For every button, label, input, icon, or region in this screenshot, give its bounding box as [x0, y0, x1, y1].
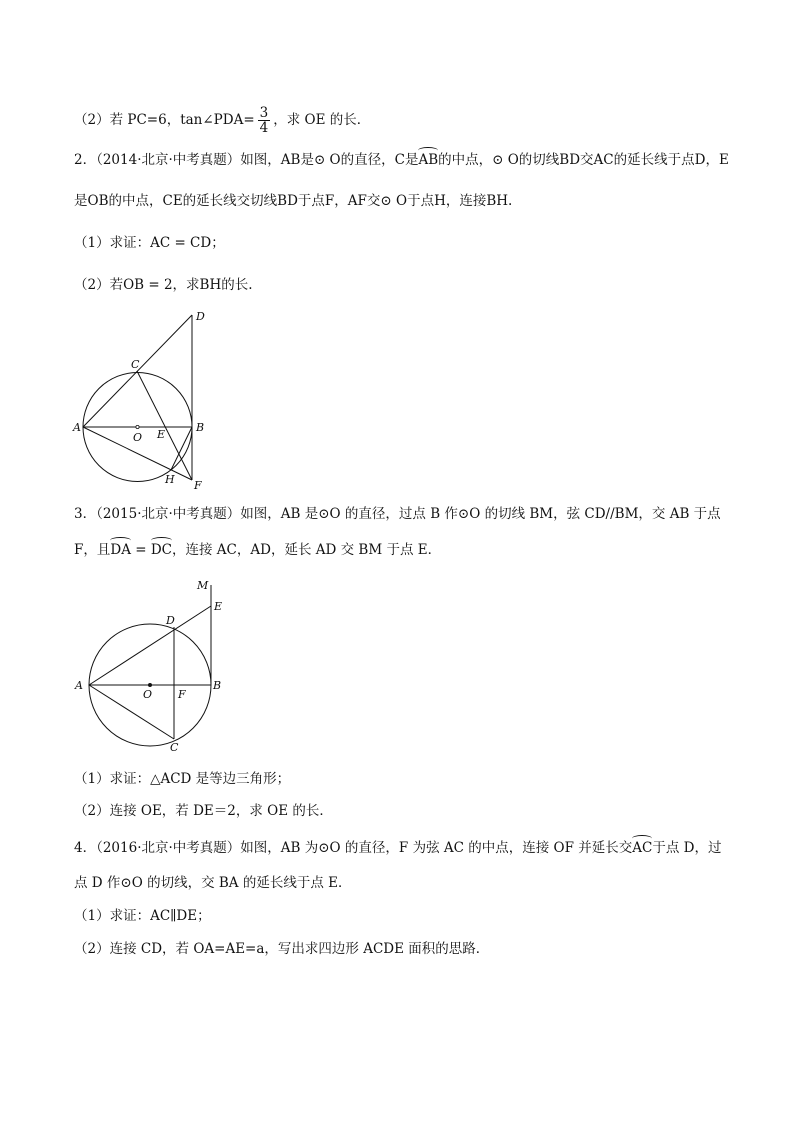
- p3-label-d: D: [166, 614, 175, 627]
- p3-question-1: （1）求证：△ACD 是等边三角形；: [74, 771, 291, 787]
- p4-line1-b: 于点 D，过: [652, 840, 722, 856]
- p1-question-2: [74, 106, 370, 135]
- p3-line-ac: [89, 685, 174, 739]
- p1-q2-prefix: （2）若 PC=6，tan∠PDA=: [74, 112, 255, 128]
- p4-line1-a: 4．（2016·北京·中考真题）如图，AB 为⊙O 的直径，F 为弦 AC 的中点，连接 OF 并延长交: [74, 840, 633, 856]
- p3-question-2: （2）连接 OE，若 DE＝2，求 OE 的长．: [74, 803, 333, 819]
- p2-statement-line2: 是OB的中点，CE的延长线交切线BD于点F，AF交⊙ O于点H，连接BH.: [74, 193, 513, 209]
- p3-label-o: O: [143, 688, 153, 701]
- p2-line-bh: [171, 427, 192, 470]
- p3-label-b: B: [213, 679, 222, 692]
- p2-label-o: O: [133, 431, 143, 444]
- p2-label-h: H: [165, 473, 175, 486]
- p4-statement-line1: [74, 838, 721, 858]
- p3-line2-b: ，连接 AC，AD，延长 AD 交 BM 于点 E．: [172, 542, 442, 558]
- p3-label-c: C: [170, 741, 179, 754]
- p4-question-1: （1）求证：AC∥DE；: [74, 908, 211, 924]
- p4-question-2: （2）连接 CD，若 OA=AE=a，写出求四边形 ACDE 面积的思路．: [74, 941, 490, 957]
- fraction: [258, 106, 271, 135]
- p3-figure: [70, 575, 235, 755]
- p3-center-point: [148, 683, 152, 687]
- p3-label-m: M: [197, 579, 209, 592]
- p2-label-a: A: [73, 421, 81, 434]
- p3-arc-dc: DC: [150, 542, 173, 558]
- p2-label-f: F: [194, 479, 202, 492]
- p3-statement-line1: 3．（2015·北京·中考真题）如图，AB 是⊙O 的直径，过点 B 作⊙O 的切线 BM，弦 CD//BM，交 AB 于点: [74, 506, 721, 522]
- p2-label-b: B: [196, 421, 205, 434]
- fraction-numerator: 3: [259, 105, 269, 121]
- p3-label-f: F: [178, 688, 186, 701]
- p2-line1-b: 的中点，⊙ O的切线BD交AC的延长线于点D，E: [438, 152, 729, 168]
- p3-label-e: E: [214, 600, 223, 613]
- p3-line2-a: F，且: [74, 542, 111, 558]
- p3-equals: =: [130, 542, 151, 558]
- fraction-denominator: 4: [259, 120, 269, 136]
- p2-figure: [70, 305, 215, 495]
- p4-arc-ac: AC: [632, 840, 653, 856]
- p3-arc-da: DA: [110, 542, 131, 558]
- p3-statement-line2: [74, 540, 441, 560]
- p2-arc-ab: AB: [418, 152, 439, 168]
- p2-line-cf: [137, 371, 192, 480]
- p2-question-2: （2）若OB = 2，求BH的长.: [74, 277, 253, 293]
- p2-center-point: [136, 425, 139, 428]
- p1-q2-suffix: ，求 OE 的长．: [273, 112, 371, 128]
- p3-label-a: A: [75, 679, 83, 692]
- p2-label-e: E: [157, 428, 166, 441]
- p2-label-d: D: [196, 310, 205, 323]
- p2-label-c: C: [131, 358, 140, 371]
- p2-line1-a: 2．（2014·北京·中考真题）如图，AB是⊙ O的直径，C是: [74, 152, 419, 168]
- p3-line-ae: [89, 606, 211, 685]
- p2-question-1: （1）求证：AC = CD；: [74, 235, 225, 251]
- p4-statement-line2: 点 D 作⊙O 的切线，交 BA 的延长线于点 E．: [74, 875, 352, 891]
- p2-statement-line1: [74, 150, 729, 170]
